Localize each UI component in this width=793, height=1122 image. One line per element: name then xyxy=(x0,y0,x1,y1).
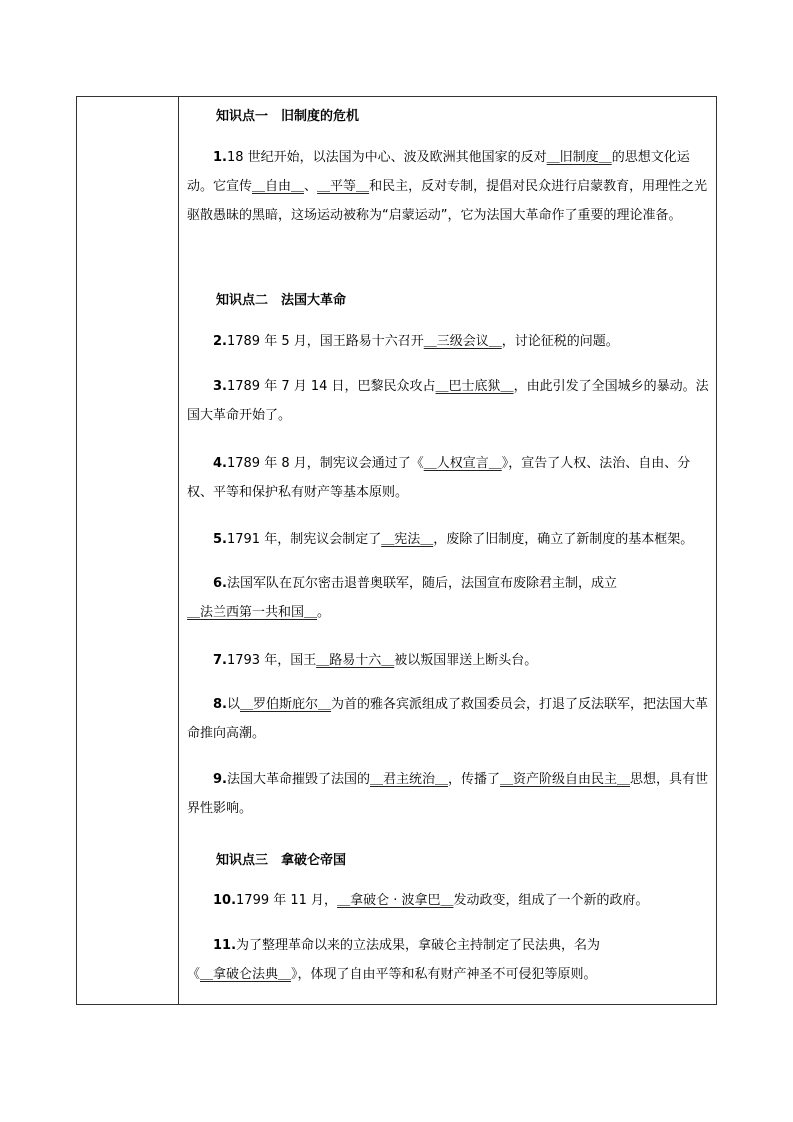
answer-blank: ＿自由＿ xyxy=(252,179,305,194)
list-item: 3.1789 年 7 月 14 日，巴黎民众攻占＿巴士底狱＿，由此引发了全国城乡的暴动。法国大革命开始了。 xyxy=(187,379,709,423)
list-item: 8.以＿罗伯斯庇尔＿为首的雅各宾派组成了救国委员会，打退了反法联军，把法国大革命推向高潮。 xyxy=(187,697,709,741)
list-item: 5.1791 年，制宪议会制定了＿宪法＿，废除了旧制度，确立了新制度的基本框架。 xyxy=(213,532,694,547)
answer-blank: ＿宪法＿ xyxy=(381,532,434,547)
list-item: 11.为了整理革命以来的立法成果，拿破仑主持制定了民法典，名为《＿拿破仑法典＿》，体现了自由平等和私有财产神圣不可侵犯等原则。 xyxy=(187,938,601,982)
answer-blank: ＿拿破仑法典＿ xyxy=(200,967,292,982)
list-item: 7.1793 年，国王＿路易十六＿被以叛国罪送上断头台。 xyxy=(213,653,538,668)
section-heading: 知识点三 拿破仑帝国 xyxy=(216,853,347,868)
answer-blank: ＿三级会议＿ xyxy=(423,334,502,349)
list-item: 10.1799 年 11 月，＿拿破仑 · 波拿巴＿发动政变，组成了一个新的政府。 xyxy=(213,893,649,908)
list-item: 1.18 世纪开始，以法国为中心、波及欧洲其他国家的反对＿旧制度＿的思想文化运动。它宣传＿自由＿、＿平等＿和民主，反对专制，提倡对民众进行启蒙教育，用理性之光驱散愚昧的黑暗，这场运动被称为“启蒙运动”，它为法国大革命作了重要的理论准备。 xyxy=(187,150,708,223)
list-item: 6.法国军队在瓦尔密击退普奥联军，随后，法国宣布废除君主制，成立＿法兰西第一共和国＿。 xyxy=(187,576,617,620)
answer-blank: ＿君主统治＿ xyxy=(370,772,449,787)
answer-blank: ＿罗伯斯庇尔＿ xyxy=(240,697,332,712)
answer-blank: ＿法兰西第一共和国＿ xyxy=(187,605,318,620)
left-column-cell xyxy=(77,97,179,1004)
worksheet-table xyxy=(76,96,717,1005)
answer-blank: ＿巴士底狱＿ xyxy=(435,379,514,394)
answer-blank: ＿拿破仑 · 波拿巴＿ xyxy=(337,893,454,908)
list-item: 2.1789 年 5 月，国王路易十六召开＿三级会议＿，讨论征税的问题。 xyxy=(213,334,619,349)
list-item: 4.1789 年 8 月，制宪议会通过了《＿人权宣言＿》，宣告了人权、法治、自由、分权、平等和保护私有财产等基本原则。 xyxy=(187,456,691,500)
answer-blank: ＿平等＿ xyxy=(317,179,370,194)
answer-blank: ＿人权宣言＿ xyxy=(423,456,502,471)
content-cell xyxy=(179,97,716,1004)
list-item: 9.法国大革命摧毁了法国的＿君主统治＿，传播了＿资产阶级自由民主＿思想，具有世界性影响。 xyxy=(187,772,709,816)
section-heading: 知识点二 法国大革命 xyxy=(216,293,347,308)
section-heading: 知识点一 旧制度的危机 xyxy=(216,109,360,124)
answer-blank: ＿路易十六＿ xyxy=(316,653,395,668)
answer-blank: ＿资产阶级自由民主＿ xyxy=(500,772,631,787)
answer-blank: ＿旧制度＿ xyxy=(546,150,612,165)
